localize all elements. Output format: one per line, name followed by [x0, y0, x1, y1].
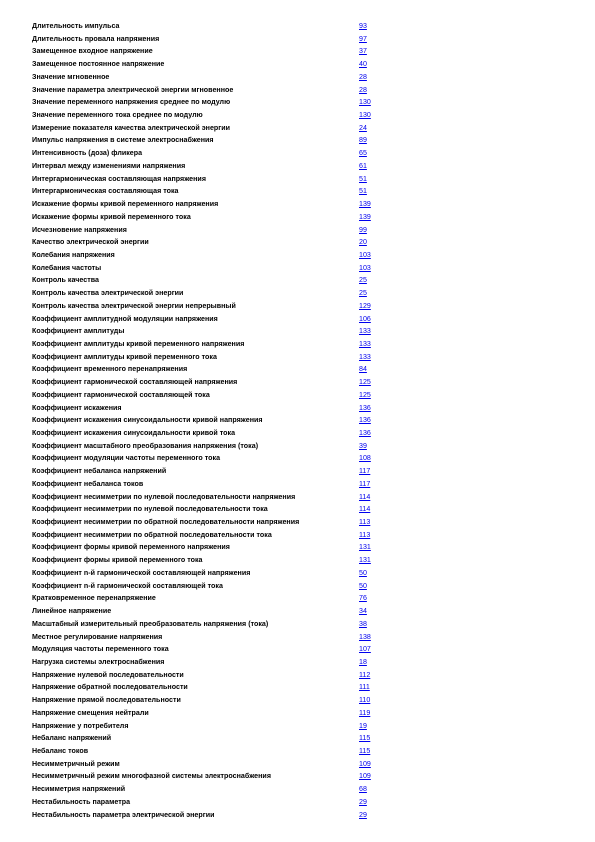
index-term: Коэффициент несимметрии по нулевой последовательности напряжения — [32, 492, 296, 501]
page-number-link[interactable]: 119 — [359, 708, 371, 717]
page-number-link[interactable]: 38 — [359, 619, 367, 628]
index-entry — [32, 516, 392, 529]
page-number-link[interactable]: 68 — [359, 785, 367, 794]
index-entry — [32, 351, 392, 364]
index-entry — [32, 783, 392, 796]
page-number-link[interactable]: 51 — [359, 174, 367, 183]
index-term: Напряжение нулевой последовательности — [32, 670, 184, 679]
index-entry — [32, 541, 392, 554]
page-number-link[interactable]: 138 — [359, 632, 371, 641]
index-term: Колебания напряжения — [32, 250, 115, 259]
index-entry — [32, 313, 392, 326]
index-term: Коэффициент формы кривой переменного напряжения — [32, 543, 230, 552]
index-term: Коэффициент гармонической составляющей тока — [32, 390, 210, 399]
index-term: Коэффициент амплитуды кривой переменного напряжения — [32, 339, 245, 348]
index-term: Модуляция частоты переменного тока — [32, 645, 169, 654]
index-term: Контроль качества электрической энергии — [32, 289, 184, 298]
index-entry — [32, 580, 392, 593]
index-entry — [32, 287, 392, 300]
index-term: Кратковременное перенапряжение — [32, 594, 156, 603]
index-entry — [32, 262, 392, 275]
page-number-link[interactable]: 136 — [359, 416, 371, 425]
index-entry — [32, 465, 392, 478]
index-entry — [32, 656, 392, 669]
index-term: Замещенное входное напряжение — [32, 47, 153, 56]
page-number-link[interactable]: 29 — [359, 810, 367, 819]
index-entry — [32, 796, 392, 809]
index-term: Коэффициент небаланса напряжений — [32, 467, 167, 476]
page-number-link[interactable]: 28 — [359, 72, 367, 81]
index-entry — [32, 363, 392, 376]
index-term: Коэффициент амплитуды — [32, 327, 125, 336]
index-term: Искажение формы кривой переменного напряжения — [32, 200, 219, 209]
page-number-link[interactable]: 115 — [359, 734, 371, 743]
index-entry — [32, 440, 392, 453]
index-entry — [32, 300, 392, 313]
index-entry — [32, 503, 392, 516]
page-number-link[interactable]: 20 — [359, 238, 367, 247]
index-entry — [32, 338, 392, 351]
index-entry — [32, 84, 392, 97]
index-term: Длительность провала напряжения — [32, 34, 160, 43]
page-number-link[interactable]: 114 — [359, 505, 371, 514]
page-number-link[interactable]: 28 — [359, 85, 367, 94]
index-entry — [32, 134, 392, 147]
index-term: Нагрузка системы электроснабжения — [32, 657, 165, 666]
page-number-link[interactable]: 51 — [359, 187, 367, 196]
index-term: Несимметричный режим многофазной системы электроснабжения — [32, 772, 271, 781]
page-number-link[interactable]: 76 — [359, 594, 367, 603]
index-entry — [32, 325, 392, 338]
index-entry — [32, 567, 392, 580]
index-term: Коэффициент n-й гармонической составляющей напряжения — [32, 568, 251, 577]
page-number-link[interactable]: 50 — [359, 568, 367, 577]
index-entry — [32, 147, 392, 160]
index-entry — [32, 592, 392, 605]
index-term: Коэффициент несимметрии по обратной последовательности тока — [32, 530, 272, 539]
index-entry — [32, 618, 392, 631]
index-term: Интергармоническая составляющая тока — [32, 187, 179, 196]
page-number-link[interactable]: 108 — [359, 454, 371, 463]
page-number-link[interactable]: 103 — [359, 250, 371, 259]
page-number-link[interactable]: 136 — [359, 403, 371, 412]
index-term: Замещенное постоянное напряжение — [32, 60, 165, 69]
index-entry — [32, 198, 392, 211]
page-number-link[interactable]: 50 — [359, 581, 367, 590]
index-term: Значение переменного напряжения среднее по модулю — [32, 98, 231, 107]
index-term: Длительность импульса — [32, 22, 120, 30]
index-term: Интервал между изменениями напряжения — [32, 161, 186, 170]
index-entry — [32, 45, 392, 58]
page-number-link[interactable]: 129 — [359, 301, 371, 310]
page-number-link[interactable]: 19 — [359, 721, 367, 730]
page-number-link[interactable]: 103 — [359, 263, 371, 272]
page-number-link[interactable]: 25 — [359, 276, 367, 285]
index-entry — [32, 758, 392, 771]
page-number-link[interactable]: 117 — [359, 479, 371, 488]
index-term: Коэффициент небаланса токов — [32, 479, 144, 488]
page-number-link[interactable]: 34 — [359, 607, 367, 616]
page-number-link[interactable]: 114 — [359, 492, 371, 501]
index-term: Измерение показателя качества электрической энергии — [32, 123, 231, 132]
page-number-link[interactable]: 113 — [359, 530, 371, 539]
index-entry — [32, 160, 392, 173]
index-term: Коэффициент формы кривой переменного тока — [32, 556, 203, 565]
page-number-link[interactable]: 24 — [359, 123, 367, 132]
index-term: Контроль качества электрической энергии непрерывный — [32, 301, 236, 310]
index-entry — [32, 249, 392, 262]
page-number-link[interactable]: 111 — [359, 683, 370, 692]
index-entry — [32, 732, 392, 745]
page-number-link[interactable]: 99 — [359, 225, 367, 234]
index-entry — [32, 605, 392, 618]
index-term: Коэффициент n-й гармонической составляющей тока — [32, 581, 223, 590]
page-number-link[interactable]: 110 — [359, 696, 371, 705]
index-term: Коэффициент несимметрии по обратной последовательности напряжения — [32, 518, 300, 527]
index-entry — [32, 20, 392, 33]
index-entry — [32, 96, 392, 109]
page-number-link[interactable]: 112 — [359, 670, 371, 679]
index-term: Небаланс напряжений — [32, 734, 112, 743]
page-number-link[interactable]: 133 — [359, 339, 371, 348]
index-term: Напряжение смещения нейтрали — [32, 708, 149, 717]
index-entry — [32, 478, 392, 491]
index-entry — [32, 211, 392, 224]
page-number-link[interactable]: 133 — [359, 327, 371, 336]
index-entry — [32, 669, 392, 682]
index-entry — [32, 631, 392, 644]
index-term: Нестабильность параметра — [32, 797, 131, 806]
index-entry — [32, 71, 392, 84]
page-number-link[interactable]: 25 — [359, 289, 367, 298]
index-entry — [32, 185, 392, 198]
index-entry — [32, 122, 392, 135]
page-number-link[interactable]: 131 — [359, 556, 371, 565]
index-term: Коэффициент искажения синусоидальности кривой тока — [32, 429, 236, 437]
page-number-link[interactable]: 65 — [359, 149, 367, 158]
page-number-link[interactable]: 106 — [359, 314, 371, 323]
index-entry — [32, 643, 392, 656]
index-entry — [32, 33, 392, 46]
index-entry — [32, 745, 392, 758]
index-entry — [32, 414, 392, 427]
index-term: Коэффициент несимметрии по нулевой последовательности тока — [32, 505, 268, 514]
index-term: Напряжение обратной последовательности — [32, 683, 188, 692]
index-entry — [32, 173, 392, 186]
index-term: Интергармоническая составляющая напряжения — [32, 174, 206, 183]
index-entry — [32, 554, 392, 567]
page-number-link[interactable]: 113 — [359, 518, 371, 527]
index-term: Коэффициент гармонической составляющей напряжения — [32, 378, 238, 387]
index-term: Искажение формы кривой переменного тока — [32, 212, 191, 221]
index-term: Небаланс токов — [32, 746, 89, 755]
page-number-link[interactable]: 37 — [359, 47, 367, 56]
index-term: Значение переменного тока среднее по модулю — [32, 111, 203, 120]
index-entry — [32, 427, 392, 440]
index-term: Коэффициент искажения синусоидальности кривой напряжения — [32, 416, 263, 425]
index-entry — [32, 389, 392, 402]
index-term: Исчезновение напряжения — [32, 225, 127, 234]
index-entry — [32, 529, 392, 542]
index-term: Контроль качества — [32, 276, 100, 285]
subject-index — [32, 20, 392, 821]
page-number-link[interactable]: 84 — [359, 365, 367, 374]
index-entry — [32, 109, 392, 122]
index-entry — [32, 236, 392, 249]
index-term: Коэффициент амплитудной модуляции напряжения — [32, 314, 218, 323]
index-term: Коэффициент амплитуды кривой переменного тока — [32, 352, 217, 361]
index-entry — [32, 402, 392, 415]
index-term: Несимметрия напряжений — [32, 785, 126, 794]
page-number-link[interactable]: 109 — [359, 772, 371, 781]
index-entry — [32, 224, 392, 237]
page-number-link[interactable]: 125 — [359, 378, 371, 387]
page-number-link[interactable]: 61 — [359, 161, 367, 170]
index-term: Местное регулирование напряжения — [32, 632, 163, 641]
index-term: Коэффициент модуляции частоты переменного тока — [32, 454, 221, 463]
page-number-link[interactable]: 136 — [359, 429, 371, 437]
index-term: Интенсивность (доза) фликера — [32, 149, 143, 158]
index-entry — [32, 491, 392, 504]
index-term: Несимметричный режим — [32, 759, 120, 768]
index-term: Нестабильность параметра электрической энергии — [32, 810, 215, 819]
page-number-link[interactable]: 139 — [359, 212, 371, 221]
index-term: Значение мгновенное — [32, 72, 110, 81]
index-term: Линейное напряжение — [32, 607, 112, 616]
index-entry — [32, 274, 392, 287]
page-number-link[interactable]: 97 — [359, 34, 367, 43]
page-number-link[interactable]: 18 — [359, 657, 367, 666]
page-number-link[interactable]: 39 — [359, 441, 367, 450]
page-number-link[interactable]: 89 — [359, 136, 367, 145]
index-entry — [32, 452, 392, 465]
page-number-link[interactable]: 130 — [359, 111, 371, 120]
page-number-link[interactable]: 117 — [359, 467, 371, 476]
page-number-link[interactable]: 107 — [359, 645, 371, 654]
page-number-link[interactable]: 93 — [359, 22, 367, 30]
index-entry — [32, 707, 392, 720]
index-term: Значение параметра электрической энергии мгновенное — [32, 85, 234, 94]
index-entry — [32, 809, 392, 822]
index-entry — [32, 681, 392, 694]
page-number-link[interactable]: 115 — [359, 746, 371, 755]
index-entry — [32, 376, 392, 389]
index-entry — [32, 58, 392, 71]
page-number-link[interactable]: 109 — [359, 759, 371, 768]
index-term: Напряжение прямой последовательности — [32, 696, 181, 705]
index-term: Напряжение у потребителя — [32, 721, 129, 730]
index-entry — [32, 694, 392, 707]
page-number-link[interactable]: 125 — [359, 390, 371, 399]
page-number-link[interactable]: 130 — [359, 98, 371, 107]
index-entry — [32, 770, 392, 783]
page-number-link[interactable]: 133 — [359, 352, 371, 361]
index-term: Коэффициент масштабного преобразования напряжения (тока) — [32, 441, 259, 450]
index-term: Коэффициент временного перенапряжения — [32, 365, 188, 374]
index-term: Качество электрической энергии — [32, 238, 149, 247]
index-term: Коэффициент искажения — [32, 403, 122, 412]
index-term: Импульс напряжения в системе электроснабжения — [32, 136, 214, 145]
index-term: Колебания частоты — [32, 263, 102, 272]
index-term: Масштабный измерительный преобразователь напряжения (тока) — [32, 619, 269, 628]
page-number-link[interactable]: 40 — [359, 60, 367, 69]
index-entry — [32, 720, 392, 733]
page-number-link[interactable]: 139 — [359, 200, 371, 209]
page-number-link[interactable]: 29 — [359, 797, 367, 806]
page-number-link[interactable]: 131 — [359, 543, 371, 552]
